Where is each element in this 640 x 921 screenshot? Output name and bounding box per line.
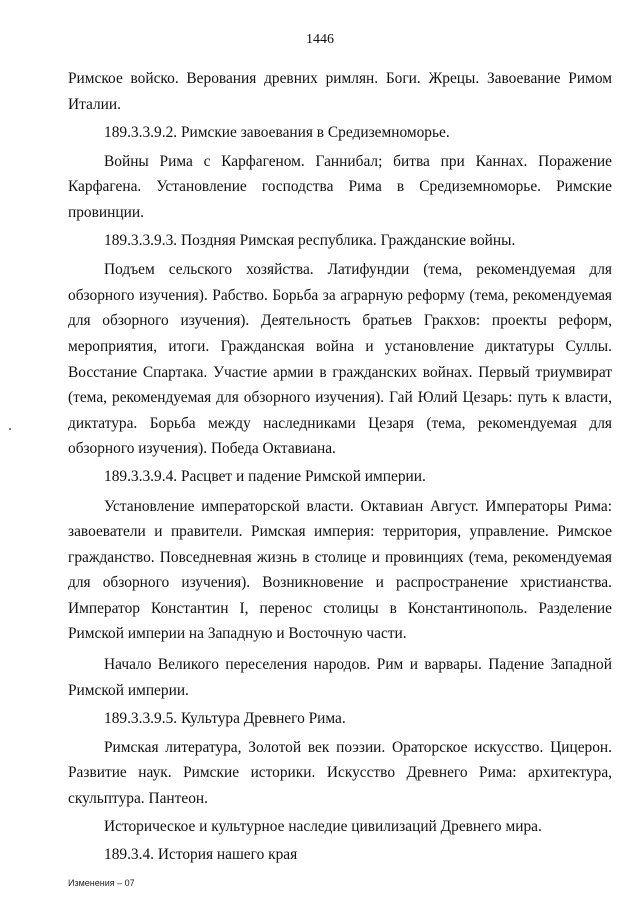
paragraph-great-migration: Начало Великого переселения народов. Рим и варвары. Падение Западной Римской империи. <box>68 656 612 699</box>
paragraph-imperial-power: Установление императорской власти. Октавиан Август. Императоры Рима: завоеватели и правители. Римская империя: территория, управление. Римское гражданство. Повседневная жизнь в столице и провинциях (тема, рекомендуемая для обзорного изучения). Возникновение и распространение христианства. Император Константин I, перенос столицы в Константинополь. Разделение Римской империи на Западную и Восточную части. <box>68 497 612 643</box>
page-number: 1446 <box>306 32 334 47</box>
section-heading-late-republic: 189.3.3.9.3. Поздняя Римская республика. Гражданские войны. <box>104 232 516 250</box>
section-heading-mediterranean-conquests: 189.3.3.9.2. Римские завоевания в Средиземноморье. <box>104 123 450 141</box>
document-body <box>68 66 612 870</box>
paragraph-roman-culture: Римская литература, Золотой век поэзии. Ораторское искусство. Цицерон. Развитие наук. Римские историки. Искусство Древнего Рима: архитектура, скульптура. Пантеон. <box>68 738 612 808</box>
paragraph-carthage-wars: Войны Рима с Карфагеном. Ганнибал; битва при Каннах. Поражение Карфагена. Установление господства Рима в Средиземноморье. Римские провинции. <box>68 152 612 221</box>
page-footer: Изменения – 07 <box>68 878 135 888</box>
section-heading-roman-empire: 189.3.3.9.4. Расцвет и падение Римской империи. <box>104 468 426 486</box>
paragraph-late-republic: Подъем сельского хозяйства. Латифундии (тема, рекомендуемая для обзорного изучения). Рабство. Борьба за аграрную реформу (тема, рекомендуемая для обзорного изучения). Деятельность братьев Гракхов: проекты реформ, мероприятия, итоги. Гражданская война и установление диктатуры Суллы. Восстание Спартака. Участие армии в гражданских войнах. Первый триумвират (тема, рекомендуемая для обзорного изучения). Гай Юлий Цезарь: путь к власти, диктатура. Борьба между наследниками Цезаря (тема, рекомендуемая для обзорного изучения). Победа Октавиана. <box>68 261 612 458</box>
paragraph-roman-army: Римское войско. Верования древних римлян. Боги. Жрецы. Завоевание Римом Италии. <box>68 70 612 113</box>
section-heading-roman-culture: 189.3.3.9.5. Культура Древнего Рима. <box>104 709 346 727</box>
paragraph-ancient-heritage: Историческое и культурное наследие цивилизаций Древнего мира. <box>104 818 542 836</box>
section-heading-local-history: 189.3.4. История нашего края <box>104 846 298 864</box>
scan-margin-mark <box>9 428 11 430</box>
